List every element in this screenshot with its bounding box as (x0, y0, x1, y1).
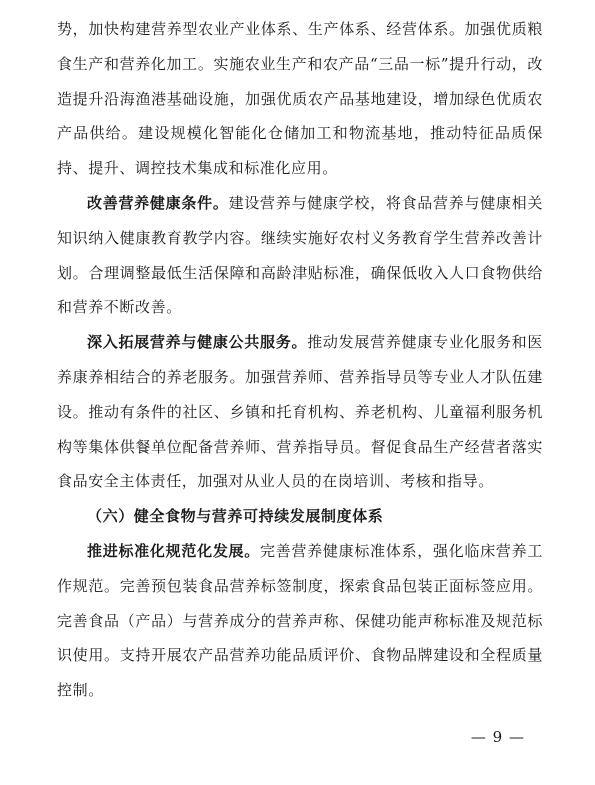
document-body (57, 12, 543, 708)
section-heading: （六）健全食物与营养可持续发展制度体系 (87, 507, 384, 526)
paragraph-nutrition-conditions (57, 186, 543, 325)
paragraph-text: 推动发展营养健康专业化服务和医养康养相结合的养老服务。加强营养师、营养指导员等专业人才队伍建设。推动有条件的社区、乡镇和托育机构、养老机构、儿童福利服务机构等集体供餐单位配备营养师、营养指导员。督促食品生产经营者落实食品安全主体责任，加强对从业人员的在岗培训、考核和指导。 (57, 333, 543, 491)
paragraph-text: 完善营养健康标准体系，强化临床营养工作规范。完善预包装食品营养标签制度，探索食品包装正面标签应用。完善食品（产品）与营养成分的营养声称、保健功能声称标准及规范标识使用。支持开展农产品营养功能品质评价、食物品牌建设和全程质量控制。 (57, 541, 543, 700)
paragraph-standardization (57, 534, 543, 708)
paragraph-lead: 推进标准化规范化发展。 (87, 541, 261, 560)
paragraph-text: 势，加快构建营养型农业产业体系、生产体系、经营体系。加强优质粮食生产和营养化加工。实施农业生产和农产品“三品一标”提升行动，改造提升沿海渔港基础设施，加强优质农产品基地建设，增加绿色优质农产品供给。建设规模化智能化仓储加工和物流基地，推动特征品质保持、提升、调控技术集成和标准化应用。 (57, 20, 543, 178)
paragraph-continuation (57, 12, 543, 186)
paragraph-lead: 改善营养健康条件。 (87, 193, 229, 212)
paragraph-lead: 深入拓展营养与健康公共服务。 (87, 333, 308, 352)
paragraph-public-services (57, 325, 543, 499)
page-number: — 9 — (470, 728, 525, 746)
paragraph-text: 建设营养与健康学校，将食品营养与健康相关知识纳入健康教育教学内容。继续实施好农村义务教育学生营养改善计划。合理调整最低生活保障和高龄津贴标准，确保低收入人口食物供给和营养不断改善。 (57, 193, 543, 317)
